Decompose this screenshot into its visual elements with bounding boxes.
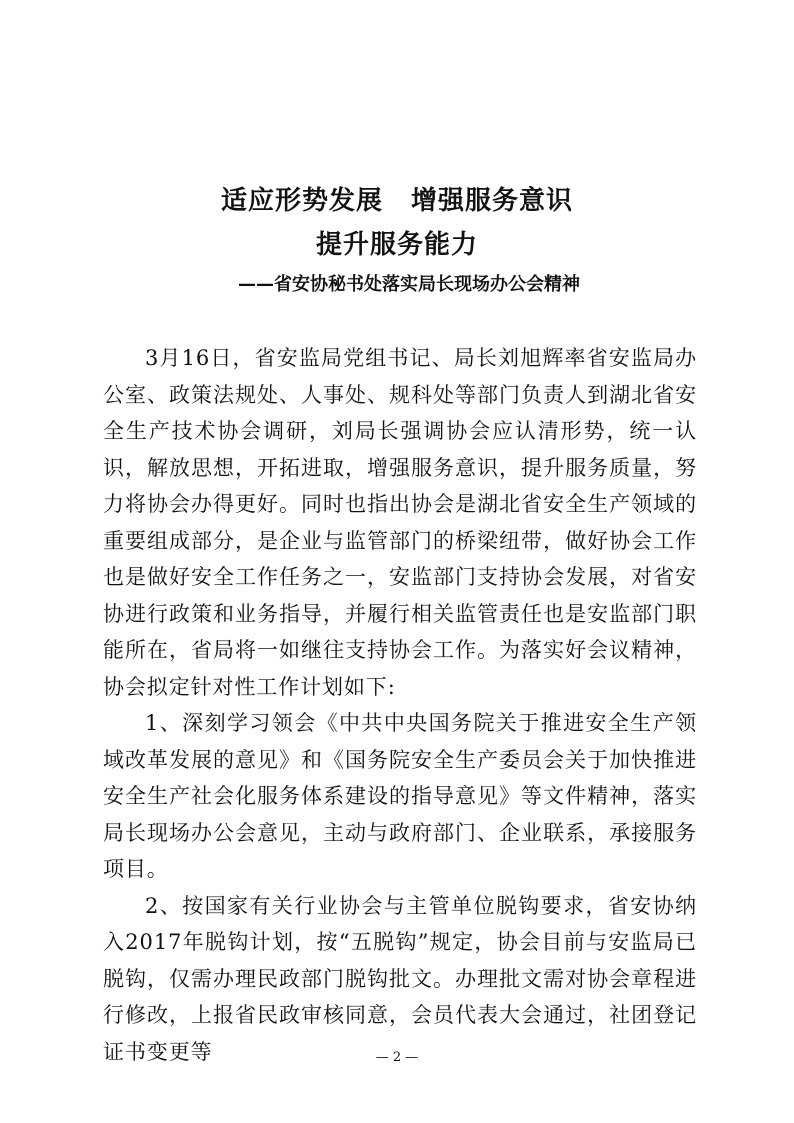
title-phrase-1: 适应形势发展: [220, 186, 383, 216]
title-phrase-2: 增强服务意识: [411, 186, 574, 216]
paragraph-intro: 3月16日，省安监局党组书记、局长刘旭辉率省安监局办公室、政策法规处、人事处、规科处等部门负责人到湖北省安全生产技术协会调研，刘局长强调协会应认清形势，统一认识，解放思想，开拓进取，增强服务意识，提升服务质量，努力将协会办得更好。同时也指出协会是湖北省安全生产领域的重要组成部分，是企业与监管部门的桥梁纽带，做好协会工作也是做好安全工作任务之一，安监部门支持协会发展，对省安协进行政策和业务指导，并履行相关监管责任也是安监部门职能所在，省局将一如继往支持协会工作。为落实好会议精神，协会拟定针对性工作计划如下:: [103, 346, 697, 699]
paragraph-item-1: 1、深刻学习领会《中共中央国务院关于推进安全生产领域改革发展的意见》和《国务院安全生产委员会关于加快推进安全生产社会化服务体系建设的指导意见》等文件精神，落实局长现场办公会意见，主动与政府部门、企业联系，承接服务项目。: [103, 711, 697, 881]
document-body: [103, 340, 697, 1070]
document-title-line-1: [0, 184, 794, 218]
document-subtitle: ——省安协秘书处落实局长现场办公会精神: [238, 274, 580, 295]
paragraph-item-2: 2、按国家有关行业协会与主管单位脱钩要求，省安协纳入2017年脱钩计划，按“五脱钩”规定，协会目前与安监局已脱钩，仅需办理民政部门脱钩批文。办理批文需对协会章程进行修改，上报省民政审核同意，会员代表大会通过，社团登记证书变更等: [103, 893, 697, 1064]
document-title-line-2: 提升服务能力: [315, 230, 478, 260]
page-number: — 2 —: [375, 1050, 419, 1065]
